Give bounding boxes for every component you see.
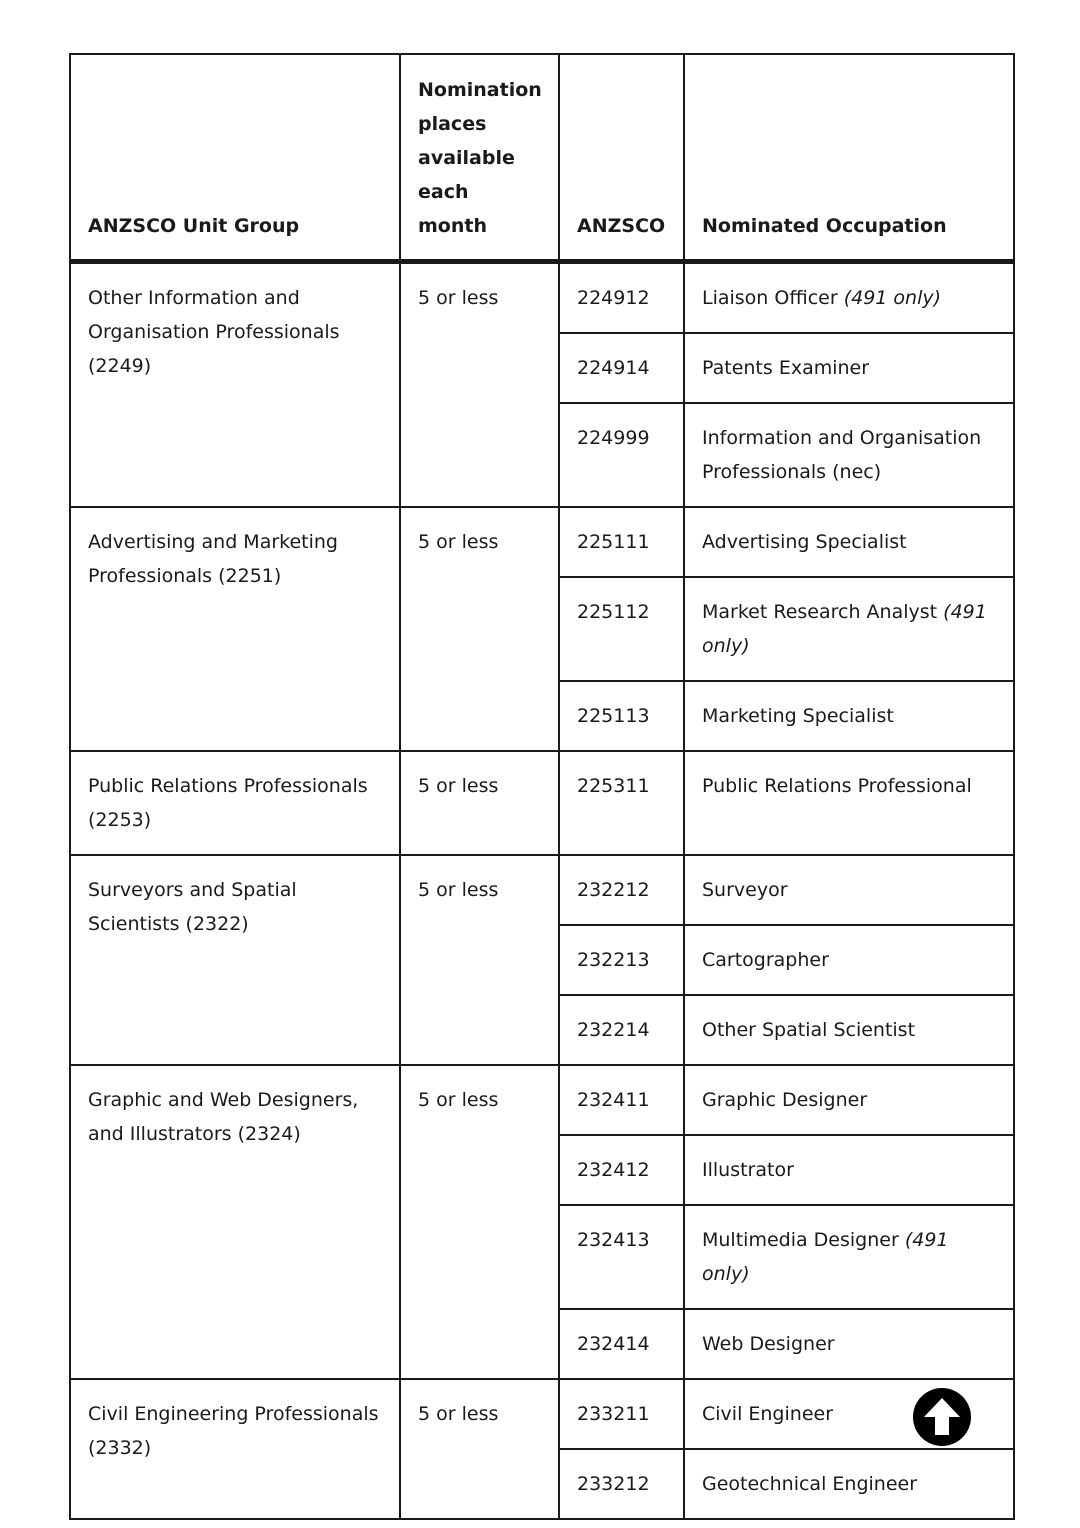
- occupation-name: Advertising Specialist: [702, 531, 907, 553]
- anzsco-code-cell: 233212: [559, 1449, 684, 1519]
- anzsco-code-cell: 232414: [559, 1309, 684, 1379]
- occupation-name: Cartographer: [702, 949, 829, 971]
- places-cell: 5 or less: [400, 1379, 559, 1519]
- anzsco-code-cell: 225113: [559, 681, 684, 751]
- occupation-cell: [684, 855, 1014, 925]
- occupation-cell: [684, 1449, 1014, 1519]
- anzsco-code-cell: 232412: [559, 1135, 684, 1205]
- occupation-cell: [684, 1065, 1014, 1135]
- table-row: [70, 751, 1014, 855]
- occupation-cell: [684, 262, 1014, 334]
- header-occupation: Nominated Occupation: [684, 54, 1014, 262]
- anzsco-code-cell: 232213: [559, 925, 684, 995]
- occupation-cell: [684, 577, 1014, 681]
- header-places: Nomination places available each month: [400, 54, 559, 262]
- anzsco-code-cell: 224912: [559, 262, 684, 334]
- occupation-name: Patents Examiner: [702, 357, 870, 379]
- table-row: [70, 1379, 1014, 1449]
- header-unit-group: ANZSCO Unit Group: [70, 54, 400, 262]
- occupation-table: [69, 53, 1015, 1520]
- occupation-name: Graphic Designer: [702, 1089, 868, 1111]
- places-cell: 5 or less: [400, 262, 559, 508]
- unit-group-cell: Other Information and Organisation Professionals (2249): [70, 262, 400, 508]
- occupation-cell: [684, 507, 1014, 577]
- occupation-name: Geotechnical Engineer: [702, 1473, 918, 1495]
- table-body: [70, 262, 1014, 1520]
- unit-group-cell: Surveyors and Spatial Scientists (2322): [70, 855, 400, 1065]
- occupation-name: Market Research Analyst: [702, 601, 938, 623]
- anzsco-code-cell: 232411: [559, 1065, 684, 1135]
- table-row: [70, 507, 1014, 577]
- anzsco-code-cell: 224999: [559, 403, 684, 507]
- occupation-cell: [684, 925, 1014, 995]
- occupation-name: Information and Organisation Professionals (nec): [702, 427, 982, 483]
- occupation-cell: [684, 1309, 1014, 1379]
- unit-group-cell: Civil Engineering Professionals (2332): [70, 1379, 400, 1519]
- occupation-name: Multimedia Designer: [702, 1229, 899, 1251]
- unit-group-cell: Public Relations Professionals (2253): [70, 751, 400, 855]
- occupation-name: Public Relations Professional: [702, 775, 972, 797]
- occupation-cell: [684, 995, 1014, 1065]
- occupation-cell: [684, 751, 1014, 855]
- header-row: [70, 54, 1014, 262]
- places-cell: 5 or less: [400, 751, 559, 855]
- occupation-note: (491 only): [702, 601, 987, 657]
- header-anzsco: ANZSCO: [559, 54, 684, 262]
- occupation-name: Civil Engineer: [702, 1403, 834, 1425]
- unit-group-cell: Graphic and Web Designers, and Illustrators (2324): [70, 1065, 400, 1379]
- places-cell: 5 or less: [400, 507, 559, 751]
- occupation-name: Marketing Specialist: [702, 705, 894, 727]
- occupation-cell: [684, 681, 1014, 751]
- scroll-to-top-button[interactable]: [913, 1388, 971, 1446]
- anzsco-code-cell: 232413: [559, 1205, 684, 1309]
- occupation-cell: [684, 333, 1014, 403]
- occupation-name: Illustrator: [702, 1159, 794, 1181]
- occupation-cell: [684, 403, 1014, 507]
- anzsco-code-cell: 224914: [559, 333, 684, 403]
- anzsco-code-cell: 233211: [559, 1379, 684, 1449]
- table-row: [70, 262, 1014, 334]
- occupation-name: Liaison Officer: [702, 287, 838, 309]
- table-row: [70, 855, 1014, 925]
- unit-group-cell: Advertising and Marketing Professionals (2251): [70, 507, 400, 751]
- anzsco-code-cell: 225311: [559, 751, 684, 855]
- occupation-name: Web Designer: [702, 1333, 835, 1355]
- occupation-cell: [684, 1135, 1014, 1205]
- occupation-note: (491 only): [843, 287, 942, 309]
- anzsco-code-cell: 232212: [559, 855, 684, 925]
- places-cell: 5 or less: [400, 855, 559, 1065]
- occupation-name: Other Spatial Scientist: [702, 1019, 916, 1041]
- places-cell: 5 or less: [400, 1065, 559, 1379]
- anzsco-code-cell: 225112: [559, 577, 684, 681]
- table-row: [70, 1065, 1014, 1135]
- occupation-note: (491 only): [702, 1229, 949, 1285]
- occupation-cell: [684, 1205, 1014, 1309]
- anzsco-code-cell: 225111: [559, 507, 684, 577]
- anzsco-code-cell: 232214: [559, 995, 684, 1065]
- arrow-up-circle-icon: [913, 1388, 971, 1446]
- occupation-name: Surveyor: [702, 879, 788, 901]
